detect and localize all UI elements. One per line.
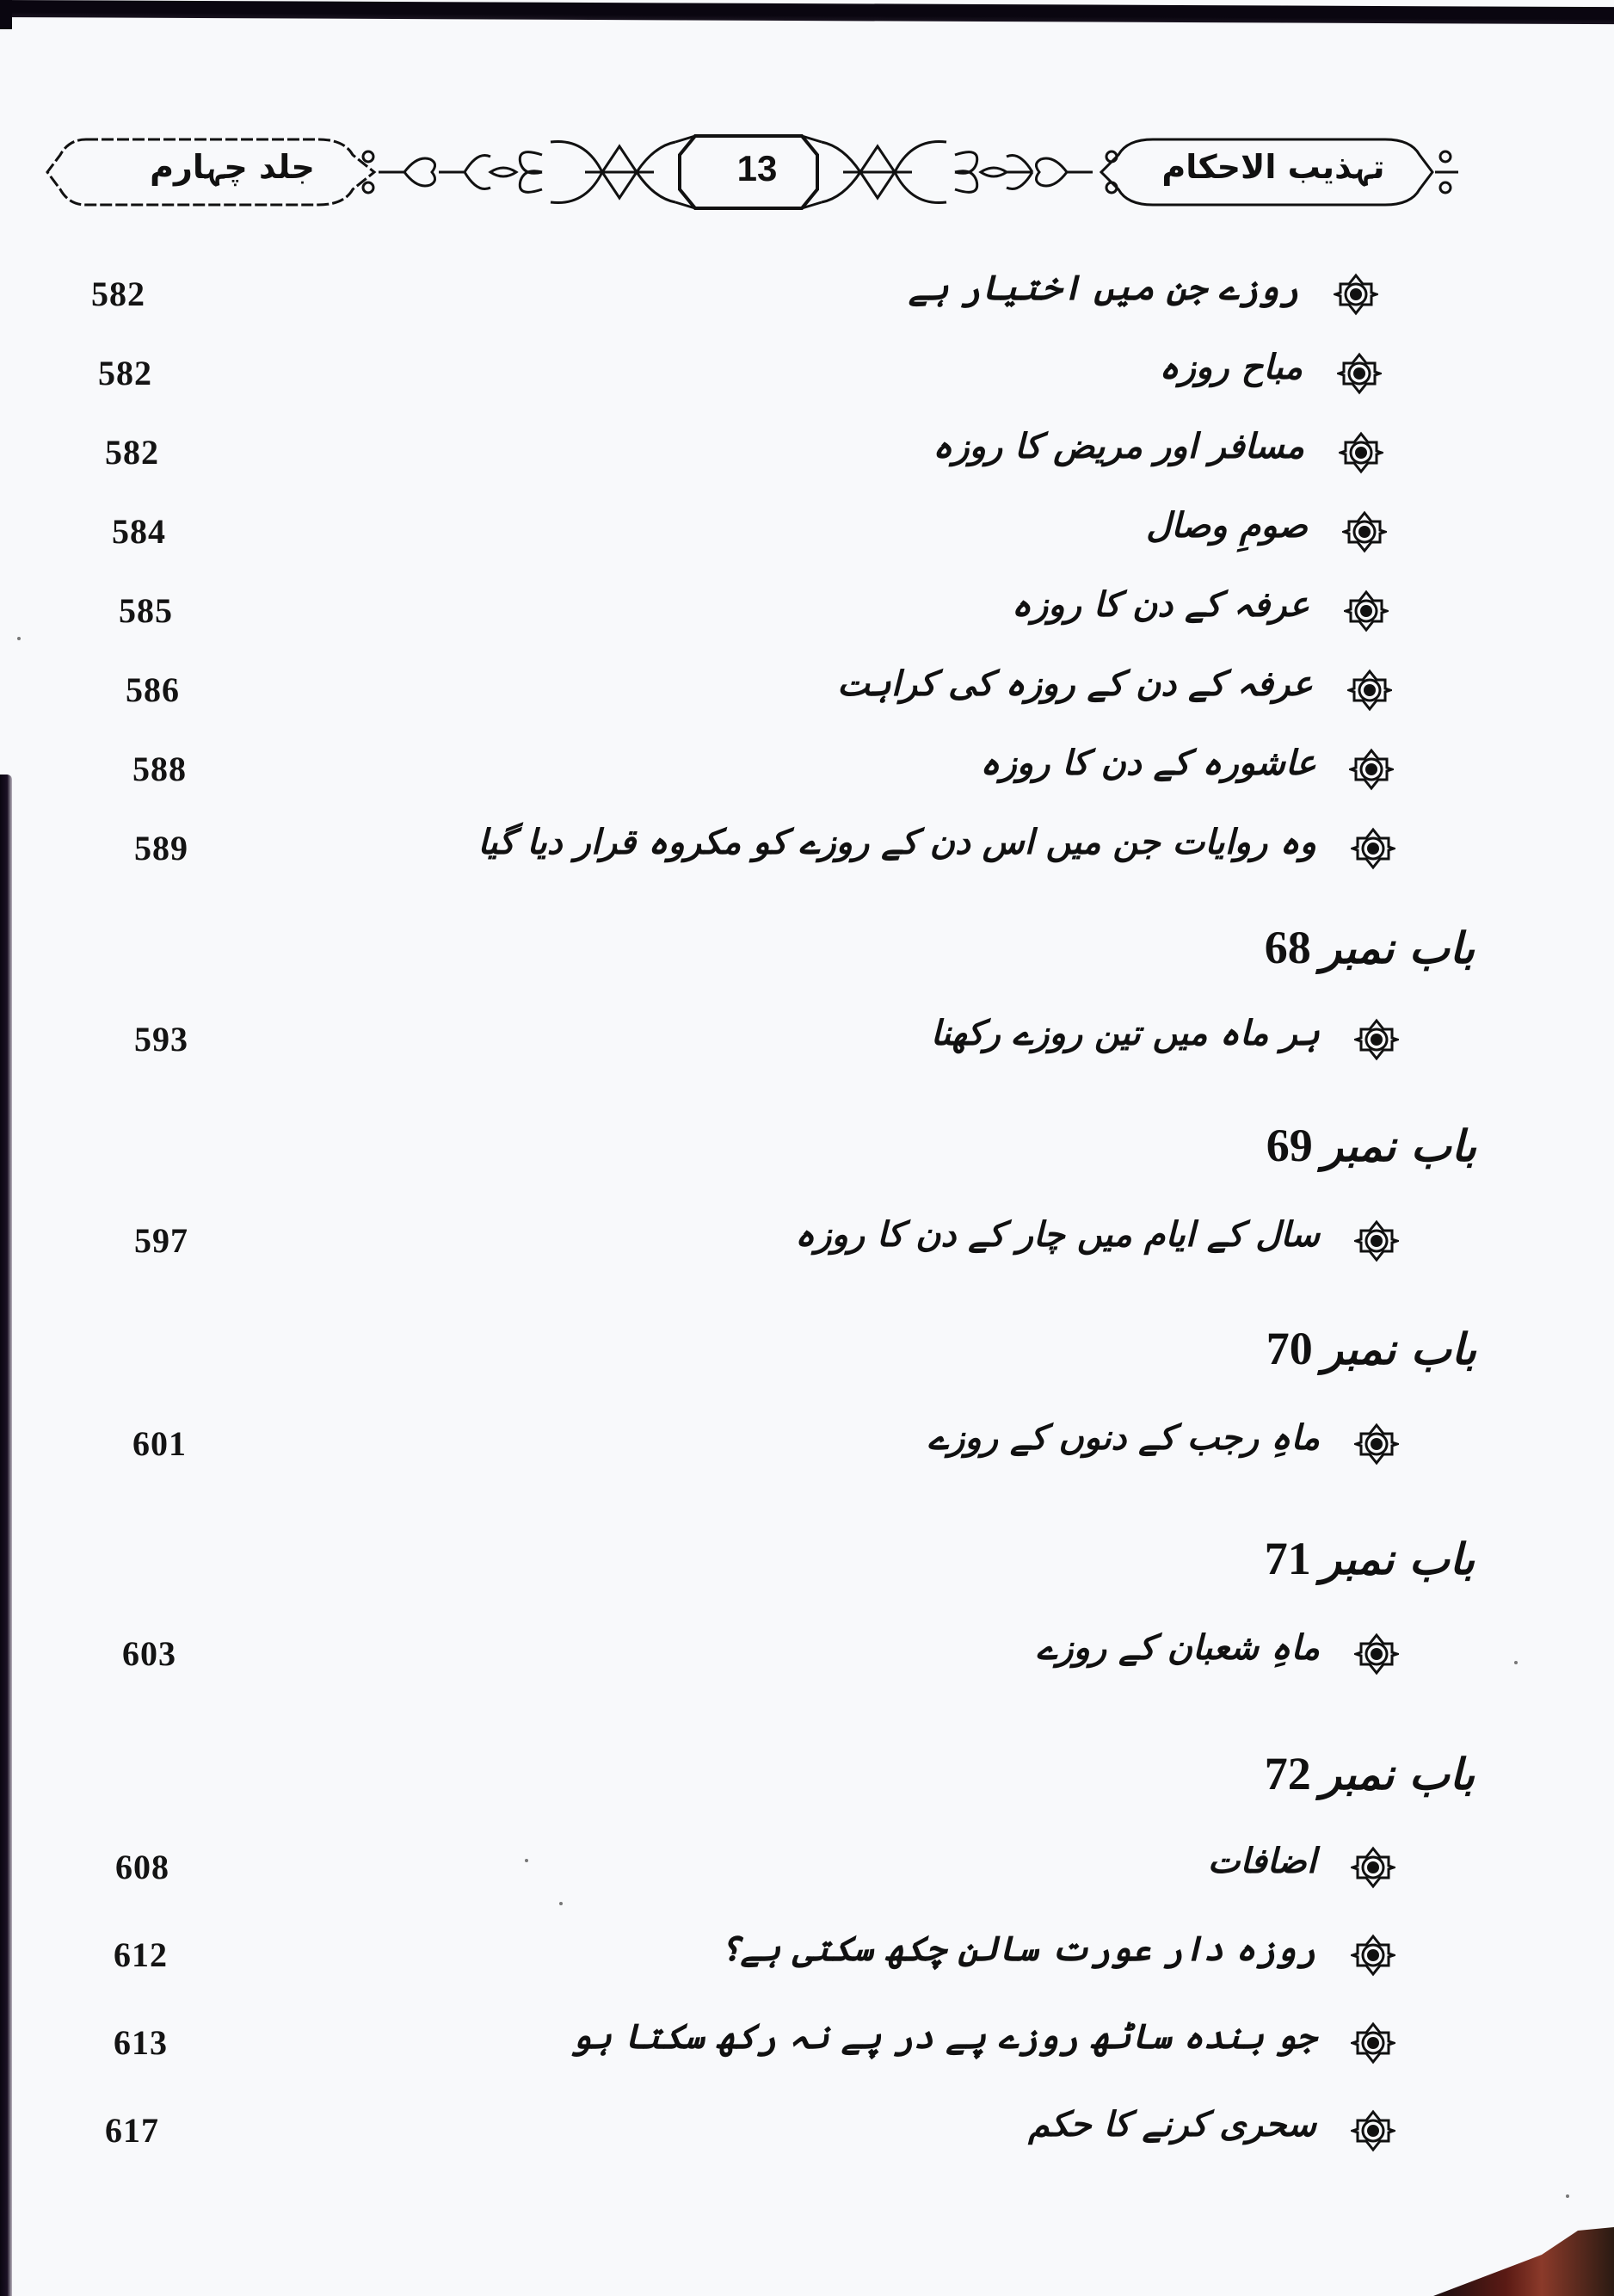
flower-bullet-icon bbox=[1334, 272, 1378, 317]
flower-bullet-icon bbox=[1354, 1632, 1399, 1676]
chapter-heading bbox=[1265, 921, 1475, 990]
toc-entry[interactable] bbox=[0, 425, 1614, 485]
toc-entry[interactable] bbox=[0, 1213, 1614, 1274]
chapter-label: باب نمبر bbox=[1320, 923, 1475, 973]
toc-entry[interactable] bbox=[0, 346, 1614, 406]
chapter-number: 68 bbox=[1264, 922, 1311, 973]
flower-bullet-icon bbox=[1354, 1422, 1399, 1466]
toc-entry-title: مسافر اور مریض کا روزہ bbox=[932, 427, 1304, 466]
flower-bullet-icon bbox=[1351, 1933, 1395, 1978]
toc-entry[interactable] bbox=[0, 821, 1614, 881]
page-number: 13 bbox=[736, 148, 778, 188]
toc-entry[interactable] bbox=[0, 1626, 1614, 1687]
chapter-number: 70 bbox=[1266, 1323, 1313, 1374]
toc-page-number: 593 bbox=[134, 1020, 188, 1059]
toc-entry[interactable] bbox=[0, 1416, 1614, 1477]
toc-page-number: 582 bbox=[91, 275, 145, 313]
toc-entry-title: ماہِ رجب کے دنوں کے روزے bbox=[927, 1418, 1320, 1458]
chapter-label: باب نمبر bbox=[1321, 1121, 1476, 1171]
flower-bullet-icon bbox=[1337, 351, 1382, 396]
flower-bullet-icon bbox=[1344, 589, 1389, 633]
toc-entry-title: عرفہ کے دن کا روزہ bbox=[1011, 585, 1309, 625]
toc-entry-title: سال کے ایام میں چار کے دن کا روزہ bbox=[794, 1215, 1320, 1255]
scan-speck bbox=[1566, 2194, 1569, 2198]
toc-page-number: 597 bbox=[134, 1221, 188, 1260]
chapter-heading bbox=[1265, 1532, 1475, 1601]
toc-page-number: 585 bbox=[119, 591, 173, 630]
toc-entry-title: ہر ماہ میں تین روزے رکھنا bbox=[930, 1014, 1320, 1053]
toc-entry-title: ماہِ شعبان کے روزے bbox=[1036, 1628, 1320, 1668]
toc-entry[interactable] bbox=[0, 504, 1614, 565]
toc-page-number: 589 bbox=[134, 829, 188, 867]
flower-bullet-icon bbox=[1349, 747, 1394, 792]
scan-speck bbox=[17, 637, 21, 640]
chapter-number: 69 bbox=[1266, 1120, 1313, 1171]
toc-page-number: 586 bbox=[126, 670, 180, 709]
photo-top-edge bbox=[0, 0, 1614, 24]
flower-bullet-icon bbox=[1351, 2021, 1395, 2065]
chapter-label: باب نمبر bbox=[1321, 1324, 1476, 1374]
toc-entry[interactable] bbox=[0, 1840, 1614, 1900]
book-title: تہذیب الاحکام bbox=[1161, 148, 1385, 186]
flower-bullet-icon bbox=[1339, 430, 1383, 475]
chapter-label: باب نمبر bbox=[1320, 1534, 1475, 1584]
scan-speck bbox=[525, 1859, 528, 1862]
toc-page-number: 582 bbox=[105, 433, 159, 472]
toc-page-number: 588 bbox=[132, 750, 187, 788]
toc-entry-title: عاشورہ کے دن کا روزہ bbox=[980, 744, 1316, 783]
toc-page-number: 613 bbox=[114, 2023, 168, 2062]
flower-bullet-icon bbox=[1354, 1219, 1399, 1263]
toc-page-number: 603 bbox=[122, 1634, 176, 1673]
scan-speck bbox=[1514, 1661, 1518, 1664]
flower-bullet-icon bbox=[1351, 1845, 1395, 1890]
toc-entry[interactable] bbox=[0, 2015, 1614, 2076]
photo-bottom-right-corner bbox=[1433, 2227, 1614, 2296]
toc-entry[interactable] bbox=[0, 267, 1614, 327]
toc-entry[interactable] bbox=[0, 1928, 1614, 1988]
chapter-label: باب نمبر bbox=[1320, 1750, 1475, 1799]
flower-bullet-icon bbox=[1351, 2108, 1395, 2153]
toc-entry[interactable] bbox=[0, 583, 1614, 644]
scan-speck bbox=[559, 1902, 563, 1905]
chapter-heading bbox=[1266, 1322, 1476, 1391]
toc-entry[interactable] bbox=[0, 1012, 1614, 1072]
flower-bullet-icon bbox=[1354, 1017, 1399, 1062]
toc-entry[interactable] bbox=[0, 663, 1614, 723]
toc-entry-title: سحری کرنے کا حکم bbox=[1028, 2105, 1316, 2145]
toc-entry-title: مباح روزہ bbox=[1159, 348, 1303, 387]
flower-bullet-icon bbox=[1351, 826, 1395, 871]
chapter-heading bbox=[1265, 1747, 1475, 1816]
toc-entry[interactable] bbox=[0, 2103, 1614, 2163]
toc-entry-title: روزے جن میں اختیار ہے bbox=[908, 268, 1299, 308]
flower-bullet-icon bbox=[1347, 668, 1392, 713]
toc-page-number: 584 bbox=[112, 512, 166, 551]
chapter-number: 71 bbox=[1264, 1533, 1311, 1584]
toc-entry-title: وہ روایات جن میں اس دن کے روزے کو مکروہ قرار دیا گیا bbox=[477, 823, 1316, 862]
toc-entry-title: اضافات bbox=[1207, 1842, 1316, 1881]
toc-entry-title: روزہ دار عورت سالن چکھ سکتی ہے؟ bbox=[720, 1929, 1316, 1969]
toc-page-number: 612 bbox=[114, 1935, 168, 1974]
toc-entry-title: جو بندہ ساٹھ روزے پے در پے نہ رکھ سکتا ہو bbox=[571, 2017, 1316, 2057]
chapter-number: 72 bbox=[1264, 1748, 1311, 1799]
toc-entry-title: عرفہ کے دن کے روزہ کی کراہت bbox=[837, 664, 1313, 704]
volume-label: جلد چہارم bbox=[150, 148, 315, 186]
toc-page-number: 608 bbox=[115, 1848, 169, 1886]
toc-page-number: 582 bbox=[98, 354, 152, 392]
toc-page-number: 601 bbox=[132, 1424, 187, 1463]
toc-entry-title: صومِ وصال bbox=[1146, 506, 1308, 546]
page-header bbox=[34, 129, 1463, 215]
flower-bullet-icon bbox=[1342, 509, 1387, 554]
toc-page-number: 617 bbox=[105, 2111, 159, 2150]
photo-top-left-corner bbox=[0, 0, 12, 29]
chapter-heading bbox=[1266, 1119, 1476, 1188]
toc-entry[interactable] bbox=[0, 742, 1614, 802]
